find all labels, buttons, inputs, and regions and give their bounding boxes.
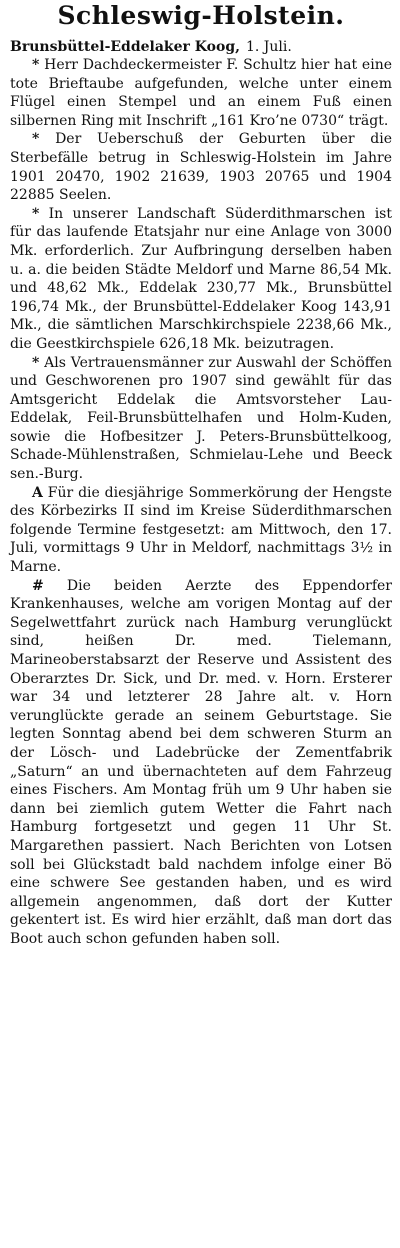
article-paragraph-6 xyxy=(10,577,392,949)
paragraph-marker: * xyxy=(32,205,40,222)
paragraph-marker: # xyxy=(32,577,44,594)
paragraph-text: Für die diesjährige Sommerkörung der Hengste des Körbezirks II sind im Kreise Süderdithmarschen folgende Termine festgesetzt: am Mittwoch, den 17. Juli, vormittags 9 Uhr in Meldorf, nachmittags 3½ in Marne. xyxy=(10,484,392,576)
paragraph-marker: A xyxy=(32,484,43,501)
paragraph-text: In unserer Landschaft Süderdithmarschen ist für das laufende Etatsjahr nur eine Anlage von 3000 Mk. erforderlich. Zur Aufbringung derselben haben u. a. die beiden Städte Meldorf und Marne 86,54 Mk. und 48,62 Mk., Eddelak 230,77 Mk., Brunsbüttel 196,74 Mk., der Brunsbüttel-Eddelaker Koog 143,91 Mk., die sämtlichen Marschkirchspiele 2238,66 Mk., die Geestkirchspiele 626,18 Mk. beizutragen. xyxy=(10,205,392,352)
paragraph-marker: * xyxy=(32,57,40,73)
page-title: Schleswig-Holstein. xyxy=(57,1,345,30)
paragraph-text: Die beiden Aerzte des Eppendorfer Krankenhauses, welche am vorigen Montag auf der Segelwettfahrt zurück nach Hamburg verunglückt sind, heißen Dr. med. Tielemann, Marineoberstabsarzt der Reserve und Assistent des Oberarztes Dr. Sick, und Dr. med. v. Horn. Ersterer war 34 und letzterer 28 Jahre alt. v. Horn verunglückte gerade an seinem Geburtstage. Sie legten Sonntag abend bei dem schweren Sturm an der Lösch- und Ladebrücke der Zementfabrik „Saturn“ an und übernachteten auf dem Fahrzeug eines Fischers. Am Montag früh um 9 Uhr haben sie dann bei ziemlich gutem Wetter die Fahrt nach Hamburg fortgesetzt und gegen 11 Uhr St. Margarethen passiert. Nach Berichten von Lotsen soll bei Glückstadt bald nachdem infolge einer Bö eine schwere See gestanden haben, und es wird allgemein angenommen, daß dort der Kutter gekentert ist. Es wird hier erzählt, daß man dort das Boot auch schon gefunden haben soll. xyxy=(10,577,393,947)
article-paragraph-5 xyxy=(10,484,392,577)
article-paragraph-1 xyxy=(10,56,392,130)
paragraph-marker: * xyxy=(32,354,40,371)
paragraph-text: Herr Dachdeckermeister F. Schultz hier hat eine tote Brieftaube aufgefunden, welche unter einem Flügel einen Stempel und an einem Fuß einen silbernen Ring mit Inschrift „161 Kro’ne 0730“ trägt. xyxy=(10,57,392,129)
dateline xyxy=(10,38,392,56)
article-paragraph-3 xyxy=(10,205,392,354)
dateline-place: Brunsbüttel-Eddelaker Koog, xyxy=(10,39,240,55)
article-paragraph-2 xyxy=(10,130,392,204)
dateline-date: 1. Juli. xyxy=(246,39,292,55)
paragraph-text: Als Vertrauensmänner zur Auswahl der Schöffen und Geschworenen pro 1907 sind gewählt für das Amtsgericht Eddelak die Amtsvorsteher Lau-Eddelak, Feil-Brunsbüttelhafen und Holm-Kuden, sowie die Hofbesitzer J. Peters-Brunsbüttelkoog, Schade-Mühlenstraßen, Schmielau-Lehe und Beeck sen.-Burg. xyxy=(10,354,392,483)
paragraph-text: Der Ueberschuß der Geburten über die Sterbefälle betrug in Schleswig-Holstein im Jahre 1901 20470, 1902 21639, 1903 20765 und 1904 22885 Seelen. xyxy=(10,131,393,204)
newspaper-clipping xyxy=(0,2,400,1248)
article-paragraph-4 xyxy=(10,354,392,484)
paragraph-marker: * xyxy=(32,131,40,148)
